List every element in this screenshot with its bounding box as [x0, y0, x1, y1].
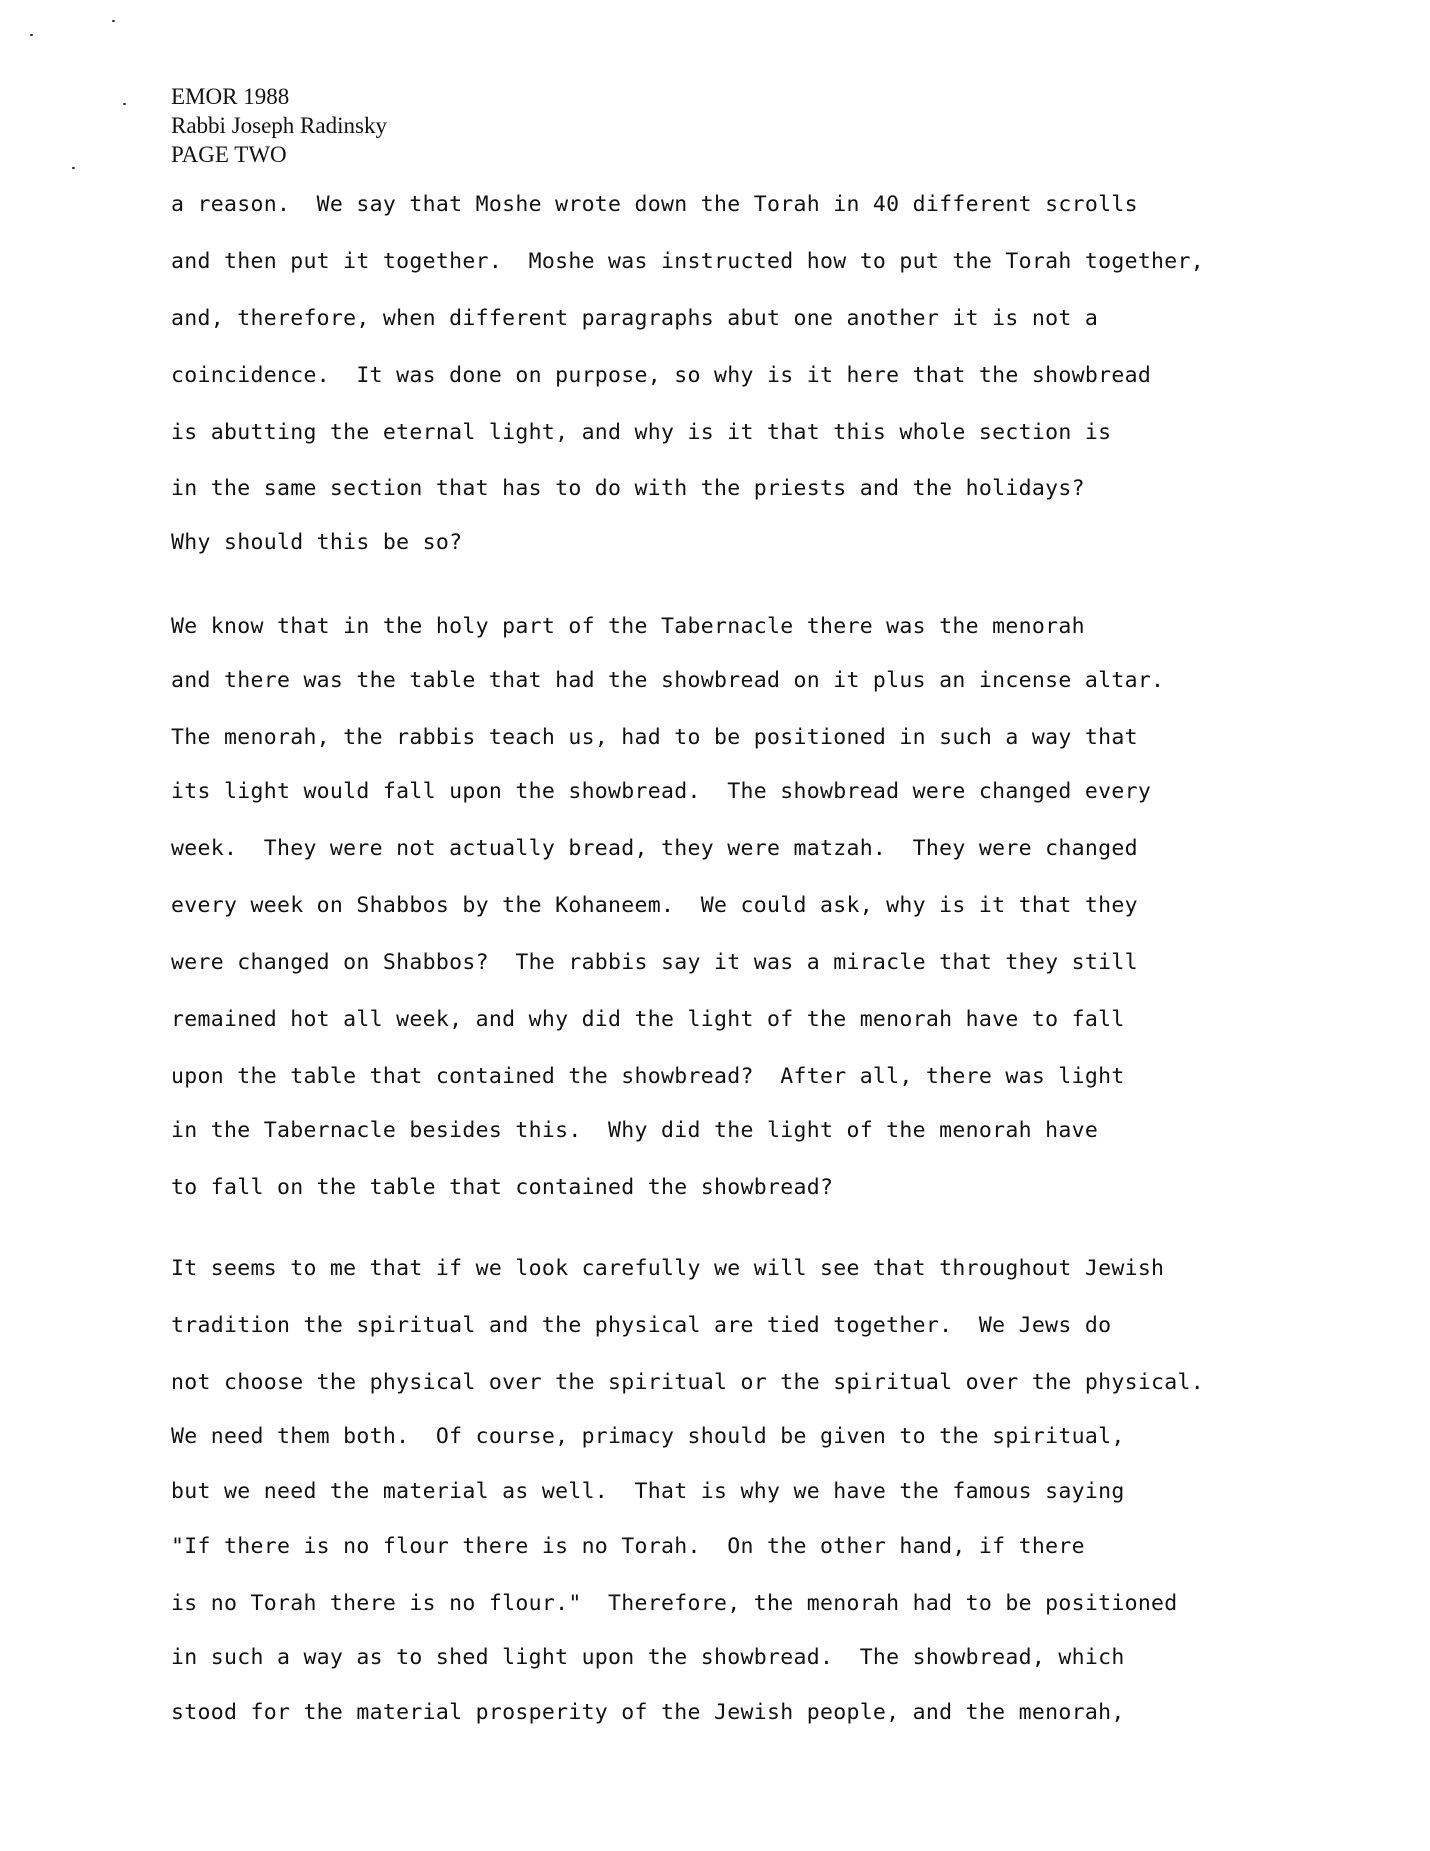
body-line: is no Torah there is no flour." Therefore, the menorah had to be positioned: [171, 1591, 1178, 1616]
body-line: its light would fall upon the showbread. The showbread were changed every: [171, 779, 1152, 804]
body-line: in the same section that has to do with the priests and the holidays?: [171, 476, 1085, 501]
body-line: remained hot all week, and why did the light of the menorah have to fall: [171, 1007, 1125, 1032]
body-line: The menorah, the rabbis teach us, had to be positioned in such a way that: [171, 725, 1138, 750]
body-line: every week on Shabbos by the Kohaneem. We could ask, why is it that they: [171, 893, 1138, 918]
scan-speck: [112, 20, 115, 22]
body-line: Why should this be so?: [171, 530, 463, 555]
body-line: and there was the table that had the showbread on it plus an incense altar.: [171, 668, 1165, 693]
document-author: Rabbi Joseph Radinsky: [171, 113, 387, 138]
scan-speck: [30, 34, 33, 36]
body-line: stood for the material prosperity of the Jewish people, and the menorah,: [171, 1700, 1125, 1725]
body-line: to fall on the table that contained the showbread?: [171, 1175, 834, 1200]
body-line: coincidence. It was done on purpose, so why is it here that the showbread: [171, 363, 1152, 388]
body-line: and, therefore, when different paragraphs abut one another it is not a: [171, 306, 1099, 331]
body-line: week. They were not actually bread, they were matzah. They were changed: [171, 836, 1138, 861]
document-title: EMOR 1988: [171, 84, 290, 109]
body-line: and then put it together. Moshe was instructed how to put the Torah together,: [171, 249, 1205, 274]
body-line: in the Tabernacle besides this. Why did the light of the menorah have: [171, 1118, 1099, 1143]
body-line: a reason. We say that Moshe wrote down the Torah in 40 different scrolls: [171, 192, 1138, 217]
body-line: upon the table that contained the showbread? After all, there was light: [171, 1064, 1125, 1089]
body-line: "If there is no flour there is no Torah. On the other hand, if there: [171, 1534, 1085, 1559]
body-line: in such a way as to shed light upon the showbread. The showbread, which: [171, 1645, 1125, 1670]
body-line: We know that in the holy part of the Tabernacle there was the menorah: [171, 614, 1085, 639]
body-line: but we need the material as well. That is why we have the famous saying: [171, 1479, 1125, 1504]
body-line: not choose the physical over the spiritual or the spiritual over the physical.: [171, 1370, 1205, 1395]
scan-speck: [72, 167, 75, 169]
body-line: It seems to me that if we look carefully we will see that throughout Jewish: [171, 1256, 1165, 1281]
body-line: is abutting the eternal light, and why is it that this whole section is: [171, 420, 1112, 445]
body-line: We need them both. Of course, primacy should be given to the spiritual,: [171, 1424, 1125, 1449]
page-label: PAGE TWO: [171, 142, 287, 167]
document-header: [171, 82, 387, 169]
scan-speck: [123, 103, 126, 105]
body-line: were changed on Shabbos? The rabbis say it was a miracle that they still: [171, 950, 1138, 975]
body-line: tradition the spiritual and the physical are tied together. We Jews do: [171, 1313, 1112, 1338]
